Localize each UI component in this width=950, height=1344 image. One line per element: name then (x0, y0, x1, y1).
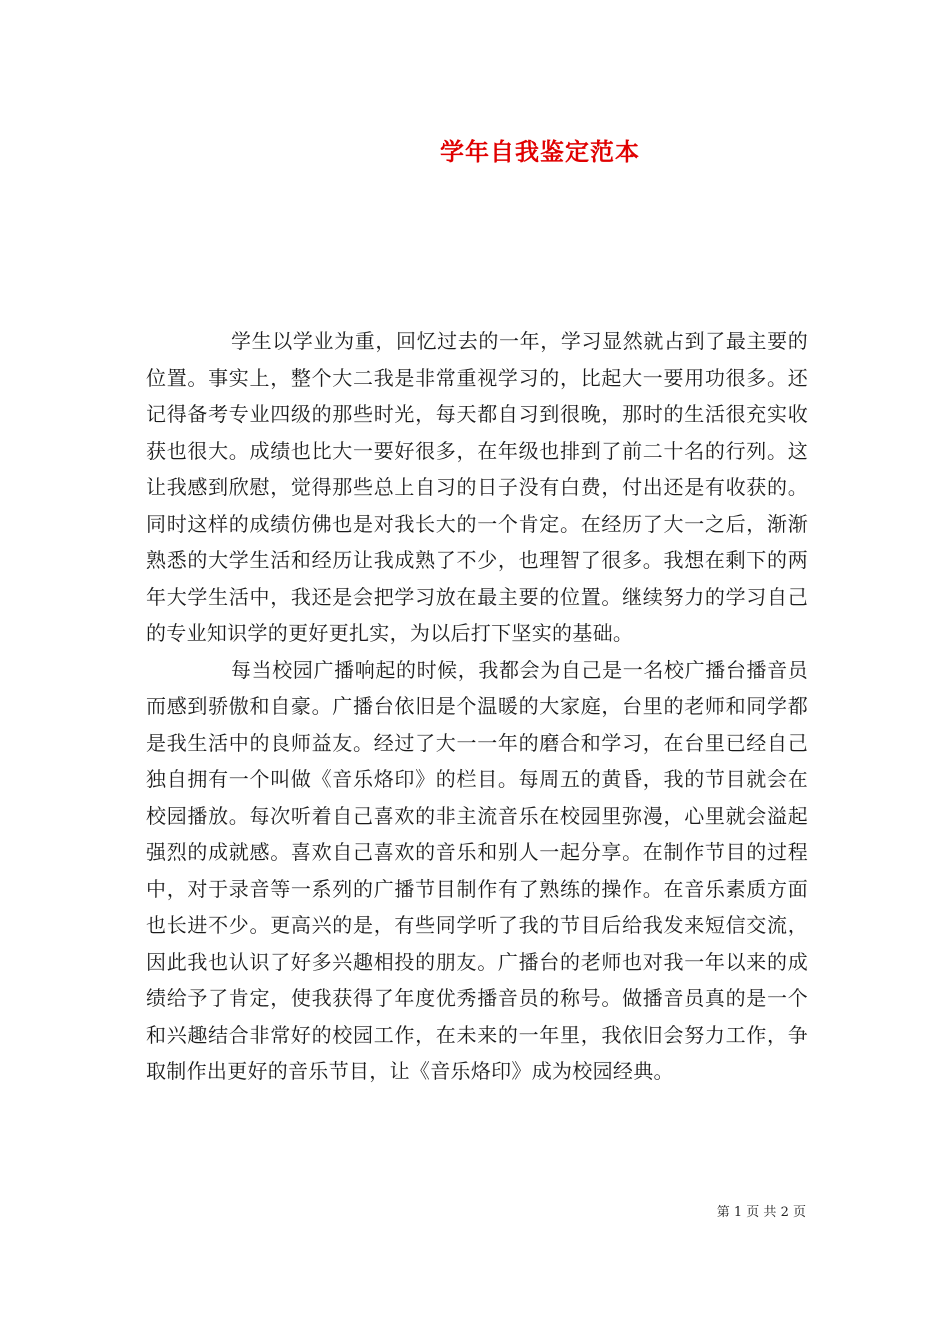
footer-middle: 页 共 (746, 1205, 777, 1220)
footer-prefix: 第 (716, 1205, 730, 1220)
paragraph-study: 学生以学业为重，回忆过去的一年，学习显然就占到了最主要的位置。事实上，整个大二我是非常重视学习的，比起大一要用功很多。还记得备考专业四级的那些时光，每天都自习到很晚，那时的生活很充实收获也很大。成绩也比大一要好很多，在年级也排到了前二十名的行列。这让我感到欣慰，觉得那些总上自习的日子没有白费，付出还是有收获的。同时这样的成绩仿佛也是对我长大的一个肯定。在经历了大一之后，渐渐熟悉的大学生活和经历让我成熟了不少，也理智了很多。我想在剩下的两年大学生活中，我还是会把学习放在最主要的位置。继续努力的学习自己的专业知识学的更好更扎实，为以后打下坚实的基础。 (146, 329, 808, 645)
footer-current-page: 1 (733, 1205, 743, 1220)
paragraph-broadcast: 每当校园广播响起的时候，我都会为自己是一名校广播台播音员而感到骄傲和自豪。广播台依旧是个温暖的大家庭，台里的老师和同学都是我生活中的良师益友。经过了大一一年的磨合和学习，在台里已经自己独自拥有一个叫做《音乐烙印》的栏目。每周五的黄昏，我的节目就会在校园播放。每次听着自己喜欢的非主流音乐在校园里弥漫，心里就会溢起强烈的成就感。喜欢自己喜欢的音乐和别人一起分享。在制作节目的过程中，对于录音等一系列的广播节目制作有了熟练的操作。在音乐素质方面也长进不少。更高兴的是，有些同学听了我的节目后给我发来短信交流，因此我也认识了好多兴趣相投的朋友。广播台的老师也对我一年以来的成绩给予了肯定，使我获得了年度优秀播音员的称号。做播音员真的是一个和兴趣结合非常好的校园工作，在未来的一年里，我依旧会努力工作，争取制作出更好的音乐节目，让《音乐烙印》成为校园经典。 (146, 657, 808, 1083)
document-body (146, 323, 808, 1090)
page-number-footer (717, 1201, 806, 1220)
document-title: 学年自我鉴定范本 (440, 137, 640, 166)
footer-total-pages: 2 (780, 1205, 789, 1220)
footer-suffix: 页 (792, 1205, 806, 1220)
